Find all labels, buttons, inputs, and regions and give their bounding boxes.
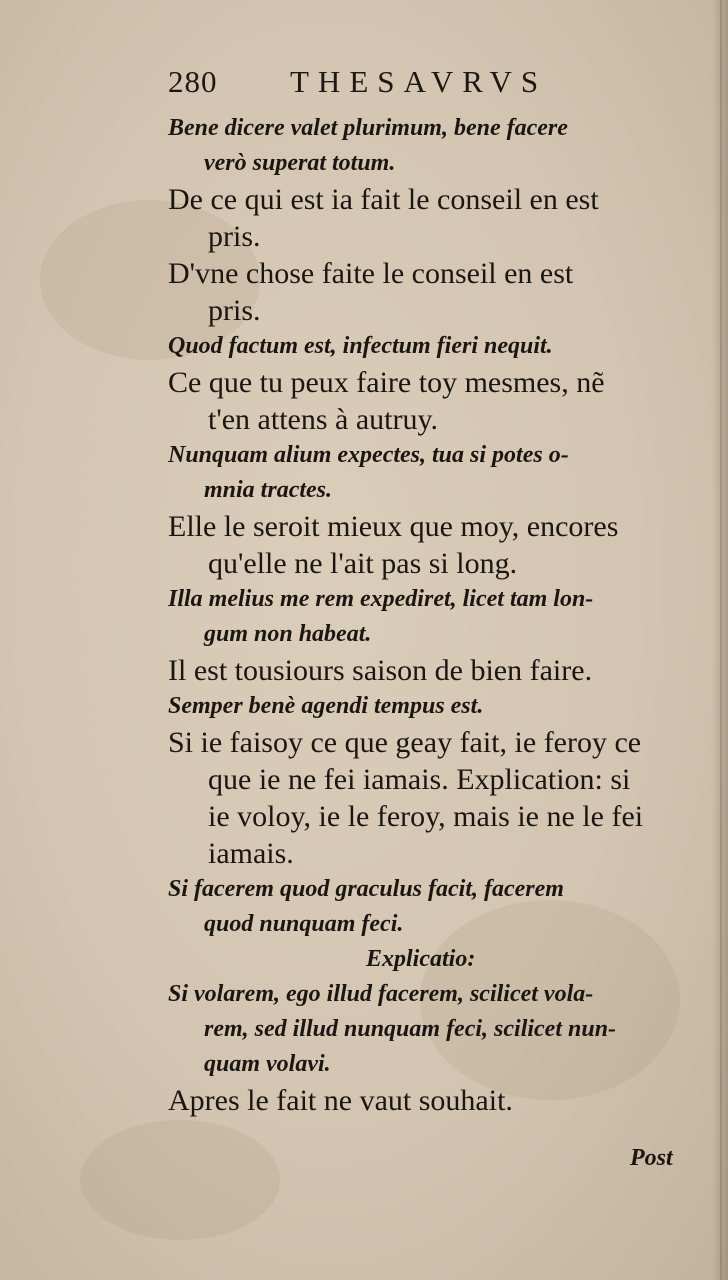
page-edge-line [720, 0, 722, 1280]
latin-line: Bene dicere valet plurimum, bene facere [168, 115, 568, 141]
latin-line: Si facerem quod graculus facit, facerem [168, 876, 564, 902]
french-line: Ce que tu peux faire toy mesmes, nẽ [168, 366, 605, 399]
latin-line: rem, sed illud nunquam feci, scilicet nun- [204, 1016, 617, 1042]
french-line: Elle le seroit mieux que moy, encores [168, 510, 619, 543]
page-number: 280 [168, 64, 218, 99]
french-line: De ce qui est ia fait le conseil en est [168, 183, 599, 216]
french-line: Si ie faisoy ce que geay fait, ie feroy ce [168, 726, 642, 759]
latin-line: mnia tractes. [204, 477, 333, 503]
latin-line: Semper benè agendi tempus est. [168, 693, 484, 719]
french-line: que ie ne fei iamais. Explication: si [208, 763, 631, 796]
latin-line: quod nunquam feci. [204, 911, 404, 937]
french-line: Il est tousiours saison de bien faire. [168, 654, 593, 687]
french-line: Apres le fait ne vaut souhait. [168, 1084, 513, 1117]
latin-line: Quod factum est, infectum fieri nequit. [168, 333, 553, 359]
french-line: iamais. [208, 837, 294, 870]
french-line: qu'elle ne l'ait pas si long. [208, 547, 518, 580]
section-heading: Explicatio: [366, 946, 476, 972]
french-line: t'en attens à autruy. [208, 403, 439, 436]
latin-line: Illa melius me rem expediret, licet tam lon- [168, 586, 594, 612]
catchword: Post [630, 1145, 673, 1171]
latin-line: quam volavi. [204, 1051, 331, 1077]
french-line: ie voloy, ie le feroy, mais ie ne le fei [208, 800, 644, 833]
latin-line: Si volarem, ego illud facerem, scilicet vola- [168, 981, 594, 1007]
running-title: THESAVRVS [290, 64, 548, 99]
latin-line: verò superat totum. [204, 150, 396, 176]
page-text [168, 111, 692, 1119]
french-line: pris. [208, 294, 261, 327]
page-header [168, 64, 608, 108]
latin-line: Nunquam alium expectes, tua si potes o- [168, 442, 569, 468]
french-line: pris. [208, 220, 261, 253]
french-line: D'vne chose faite le conseil en est [168, 257, 574, 290]
latin-line: gum non habeat. [204, 621, 372, 647]
paper-stain [80, 1120, 280, 1240]
